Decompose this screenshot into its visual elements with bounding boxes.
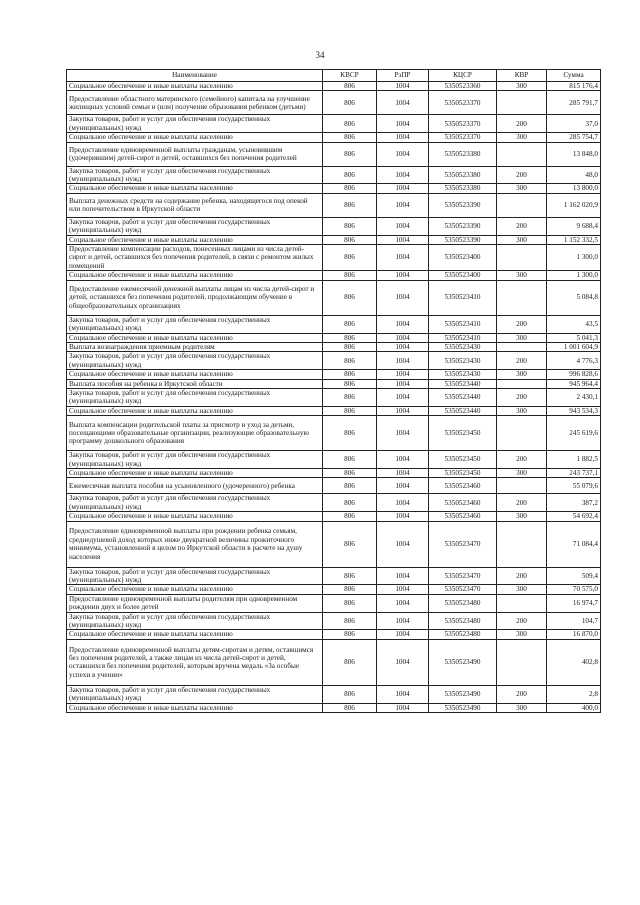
row-name: Социальное обеспечение и иные выплаты населению bbox=[67, 703, 323, 712]
row-kcsr: 5350523450 bbox=[429, 416, 497, 451]
row-sum: 2 430,1 bbox=[547, 388, 601, 406]
row-kcsr: 5350523430 bbox=[429, 342, 497, 351]
row-kvsr: 806 bbox=[323, 612, 377, 630]
row-rzpr: 1004 bbox=[377, 612, 429, 630]
row-name: Социальное обеспечение и иные выплаты населению bbox=[67, 512, 323, 521]
row-sum: 104,7 bbox=[547, 612, 601, 630]
row-sum: 2,8 bbox=[547, 685, 601, 703]
row-name: Социальное обеспечение и иные выплаты населению bbox=[67, 468, 323, 477]
row-name: Предоставление компенсации расходов, понесенных лицами из числа детей-сирот и детей, оставшихся без попечения родителей, в связи с ремонтом жилых помещений bbox=[67, 245, 323, 271]
table-row bbox=[67, 594, 601, 612]
row-kvsr: 806 bbox=[323, 521, 377, 567]
row-name: Социальное обеспечение и иные выплаты населению bbox=[67, 585, 323, 594]
row-name: Социальное обеспечение и иные выплаты населению bbox=[67, 184, 323, 193]
row-sum: 9 688,4 bbox=[547, 217, 601, 235]
table-body bbox=[67, 82, 601, 713]
row-name: Социальное обеспечение и иные выплаты населению bbox=[67, 235, 323, 244]
row-kvr bbox=[497, 280, 547, 315]
table-row bbox=[67, 333, 601, 342]
row-name: Социальное обеспечение и иные выплаты населению bbox=[67, 370, 323, 379]
row-sum: 1 152 332,5 bbox=[547, 235, 601, 244]
table-row bbox=[67, 82, 601, 91]
table-row bbox=[67, 280, 601, 315]
row-kvsr: 806 bbox=[323, 235, 377, 244]
row-kvr: 300 bbox=[497, 82, 547, 91]
row-rzpr: 1004 bbox=[377, 594, 429, 612]
row-kcsr: 5350523440 bbox=[429, 379, 497, 388]
row-kvr: 300 bbox=[497, 585, 547, 594]
row-sum: 815 176,4 bbox=[547, 82, 601, 91]
row-name: Предоставление ежемесячной денежной выплаты лицам из числа детей-сирот и детей, оставшихся без попечения родителей, продолжающим обучение в общеобразовательных организациях bbox=[67, 280, 323, 315]
row-sum: 243 737,1 bbox=[547, 468, 601, 477]
row-rzpr: 1004 bbox=[377, 166, 429, 184]
row-kvr: 200 bbox=[497, 612, 547, 630]
row-sum: 245 619,6 bbox=[547, 416, 601, 451]
row-kcsr: 5350523370 bbox=[429, 115, 497, 133]
row-kvsr: 806 bbox=[323, 91, 377, 115]
row-rzpr: 1004 bbox=[377, 521, 429, 567]
row-name: Выплата денежных средств на содержание ребенка, находящегося под опекой или попечительством в Иркутской области bbox=[67, 193, 323, 217]
table-row bbox=[67, 91, 601, 115]
row-kvsr: 806 bbox=[323, 468, 377, 477]
header-kvsr: КВСР bbox=[323, 70, 377, 82]
row-name: Предоставление единовременной выплаты гражданам, усыновившим (удочерившим) детей-сирот и детей, оставшихся без попечения родителей bbox=[67, 142, 323, 166]
table-row bbox=[67, 468, 601, 477]
row-kvsr: 806 bbox=[323, 685, 377, 703]
row-rzpr: 1004 bbox=[377, 703, 429, 712]
row-rzpr: 1004 bbox=[377, 639, 429, 685]
row-kvr: 300 bbox=[497, 235, 547, 244]
row-rzpr: 1004 bbox=[377, 468, 429, 477]
row-kvr bbox=[497, 639, 547, 685]
row-rzpr: 1004 bbox=[377, 245, 429, 271]
row-kvr: 300 bbox=[497, 703, 547, 712]
row-kvr: 300 bbox=[497, 370, 547, 379]
row-kcsr: 5350523410 bbox=[429, 315, 497, 333]
row-kvsr: 806 bbox=[323, 406, 377, 415]
row-name: Социальное обеспечение и иные выплаты населению bbox=[67, 271, 323, 280]
row-kvsr: 806 bbox=[323, 342, 377, 351]
row-name: Закупка товаров, работ и услуг для обеспечения государственных (муниципальных) нужд bbox=[67, 166, 323, 184]
row-kvr: 200 bbox=[497, 567, 547, 585]
table-row bbox=[67, 115, 601, 133]
table-row bbox=[67, 639, 601, 685]
row-kvr: 300 bbox=[497, 133, 547, 142]
row-rzpr: 1004 bbox=[377, 235, 429, 244]
row-kcsr: 5350523370 bbox=[429, 133, 497, 142]
row-rzpr: 1004 bbox=[377, 82, 429, 91]
row-sum: 5 041,3 bbox=[547, 333, 601, 342]
table-row bbox=[67, 184, 601, 193]
table-row bbox=[67, 193, 601, 217]
row-kcsr: 5350523480 bbox=[429, 630, 497, 639]
row-kcsr: 5350523450 bbox=[429, 468, 497, 477]
row-sum: 1 300,0 bbox=[547, 271, 601, 280]
row-kvr: 300 bbox=[497, 184, 547, 193]
row-kcsr: 5350523460 bbox=[429, 512, 497, 521]
row-kvr bbox=[497, 91, 547, 115]
row-kvsr: 806 bbox=[323, 352, 377, 370]
table-row bbox=[67, 521, 601, 567]
row-kcsr: 5350523390 bbox=[429, 217, 497, 235]
row-sum: 400,0 bbox=[547, 703, 601, 712]
table-row bbox=[67, 166, 601, 184]
row-sum: 13 848,0 bbox=[547, 142, 601, 166]
row-kcsr: 5350523450 bbox=[429, 451, 497, 469]
row-rzpr: 1004 bbox=[377, 142, 429, 166]
row-name: Закупка товаров, работ и услуг для обеспечения государственных (муниципальных) нужд bbox=[67, 352, 323, 370]
table-row bbox=[67, 703, 601, 712]
row-name: Закупка товаров, работ и услуг для обеспечения государственных (муниципальных) нужд bbox=[67, 567, 323, 585]
row-rzpr: 1004 bbox=[377, 406, 429, 415]
table-row bbox=[67, 370, 601, 379]
row-kvr: 200 bbox=[497, 115, 547, 133]
row-sum: 509,4 bbox=[547, 567, 601, 585]
row-rzpr: 1004 bbox=[377, 512, 429, 521]
table-row bbox=[67, 342, 601, 351]
row-name: Закупка товаров, работ и услуг для обеспечения государственных (муниципальных) нужд bbox=[67, 115, 323, 133]
row-kcsr: 5350523380 bbox=[429, 166, 497, 184]
row-kvr bbox=[497, 478, 547, 494]
row-rzpr: 1004 bbox=[377, 630, 429, 639]
row-name: Закупка товаров, работ и услуг для обеспечения государственных (муниципальных) нужд bbox=[67, 315, 323, 333]
row-kvsr: 806 bbox=[323, 585, 377, 594]
budget-table bbox=[66, 69, 601, 713]
row-name: Предоставление единовременной выплаты детям-сиротам и детям, оставшимся без попечения родителей, а также лицам из числа детей-сирот и детей, оставшихся без попечения родителей, которым вручена медаль «За особые успехи в учении» bbox=[67, 639, 323, 685]
row-kvsr: 806 bbox=[323, 639, 377, 685]
row-sum: 5 084,8 bbox=[547, 280, 601, 315]
table-row bbox=[67, 245, 601, 271]
row-sum: 55 079,6 bbox=[547, 478, 601, 494]
row-kcsr: 5350523470 bbox=[429, 567, 497, 585]
table-row bbox=[67, 217, 601, 235]
row-rzpr: 1004 bbox=[377, 315, 429, 333]
row-kcsr: 5350523400 bbox=[429, 271, 497, 280]
row-kvsr: 806 bbox=[323, 166, 377, 184]
row-kvr: 200 bbox=[497, 685, 547, 703]
table-row bbox=[67, 271, 601, 280]
row-rzpr: 1004 bbox=[377, 585, 429, 594]
row-kvsr: 806 bbox=[323, 451, 377, 469]
row-rzpr: 1004 bbox=[377, 184, 429, 193]
table-row bbox=[67, 512, 601, 521]
row-kcsr: 5350523380 bbox=[429, 142, 497, 166]
table-row bbox=[67, 133, 601, 142]
row-sum: 4 776,3 bbox=[547, 352, 601, 370]
table-row bbox=[67, 416, 601, 451]
row-rzpr: 1004 bbox=[377, 333, 429, 342]
row-kcsr: 5350523430 bbox=[429, 370, 497, 379]
row-sum: 943 534,3 bbox=[547, 406, 601, 415]
row-kvsr: 806 bbox=[323, 567, 377, 585]
row-kvsr: 806 bbox=[323, 512, 377, 521]
row-name: Закупка товаров, работ и услуг для обеспечения государственных (муниципальных) нужд bbox=[67, 494, 323, 512]
row-kcsr: 5350523360 bbox=[429, 82, 497, 91]
table-row bbox=[67, 630, 601, 639]
row-sum: 1 300,0 bbox=[547, 245, 601, 271]
table-row bbox=[67, 406, 601, 415]
row-sum: 16 870,0 bbox=[547, 630, 601, 639]
table-row bbox=[67, 352, 601, 370]
row-kvsr: 806 bbox=[323, 388, 377, 406]
row-rzpr: 1004 bbox=[377, 494, 429, 512]
row-rzpr: 1004 bbox=[377, 567, 429, 585]
row-kvsr: 806 bbox=[323, 271, 377, 280]
row-name: Закупка товаров, работ и услуг для обеспечения государственных (муниципальных) нужд bbox=[67, 685, 323, 703]
row-kcsr: 5350523440 bbox=[429, 388, 497, 406]
row-kvsr: 806 bbox=[323, 280, 377, 315]
row-rzpr: 1004 bbox=[377, 416, 429, 451]
table-row bbox=[67, 567, 601, 585]
row-kcsr: 5350523460 bbox=[429, 478, 497, 494]
row-name: Предоставление единовременной выплаты родителям при одновременном рождении двух и более детей bbox=[67, 594, 323, 612]
row-name: Выплата компенсации родительской платы за присмотр и уход за детьми, посещающими образовательные организации, реализующие образовательную программу дошкольного образования bbox=[67, 416, 323, 451]
row-kvr bbox=[497, 521, 547, 567]
table-row bbox=[67, 612, 601, 630]
row-sum: 16 974,7 bbox=[547, 594, 601, 612]
row-name: Социальное обеспечение и иные выплаты населению bbox=[67, 82, 323, 91]
row-sum: 54 692,4 bbox=[547, 512, 601, 521]
row-rzpr: 1004 bbox=[377, 271, 429, 280]
table-row bbox=[67, 235, 601, 244]
table-row bbox=[67, 142, 601, 166]
row-sum: 945 964,4 bbox=[547, 379, 601, 388]
row-sum: 43,5 bbox=[547, 315, 601, 333]
row-rzpr: 1004 bbox=[377, 370, 429, 379]
row-sum: 285 791,7 bbox=[547, 91, 601, 115]
row-kcsr: 5350523480 bbox=[429, 594, 497, 612]
row-name: Ежемесячная выплата пособия на усыновленного (удочеренного) ребенка bbox=[67, 478, 323, 494]
row-rzpr: 1004 bbox=[377, 342, 429, 351]
row-kvsr: 806 bbox=[323, 115, 377, 133]
row-sum: 402,8 bbox=[547, 639, 601, 685]
row-kvr: 300 bbox=[497, 406, 547, 415]
row-name: Предоставление единовременной выплаты при рождении ребенка семьям, среднедушевой доход которых ниже двукратной величины прожиточного минимума, установленной в целом по Иркутской области в расчете на душу населения bbox=[67, 521, 323, 567]
row-kcsr: 5350523470 bbox=[429, 521, 497, 567]
row-kcsr: 5350523460 bbox=[429, 494, 497, 512]
row-kvr: 200 bbox=[497, 494, 547, 512]
row-kvr: 200 bbox=[497, 388, 547, 406]
row-kcsr: 5350523370 bbox=[429, 91, 497, 115]
row-kcsr: 5350523380 bbox=[429, 184, 497, 193]
row-kvsr: 806 bbox=[323, 333, 377, 342]
row-kvr: 200 bbox=[497, 451, 547, 469]
row-kvr: 200 bbox=[497, 217, 547, 235]
row-sum: 70 575,0 bbox=[547, 585, 601, 594]
row-kvr bbox=[497, 416, 547, 451]
row-kcsr: 5350523440 bbox=[429, 406, 497, 415]
table-row bbox=[67, 478, 601, 494]
row-kvr: 300 bbox=[497, 271, 547, 280]
row-kvsr: 806 bbox=[323, 478, 377, 494]
row-sum: 1 882,5 bbox=[547, 451, 601, 469]
row-name: Закупка товаров, работ и услуг для обеспечения государственных (муниципальных) нужд bbox=[67, 388, 323, 406]
row-kvr bbox=[497, 379, 547, 388]
header-kvr: КВР bbox=[497, 70, 547, 82]
page-number: 34 bbox=[315, 50, 325, 60]
row-kcsr: 5350523390 bbox=[429, 193, 497, 217]
row-kvsr: 806 bbox=[323, 82, 377, 91]
row-rzpr: 1004 bbox=[377, 115, 429, 133]
row-kvsr: 806 bbox=[323, 184, 377, 193]
row-kcsr: 5350523490 bbox=[429, 685, 497, 703]
row-sum: 48,0 bbox=[547, 166, 601, 184]
row-sum: 71 084,4 bbox=[547, 521, 601, 567]
row-kcsr: 5350523480 bbox=[429, 612, 497, 630]
row-kvr bbox=[497, 245, 547, 271]
row-name: Социальное обеспечение и иные выплаты населению bbox=[67, 406, 323, 415]
row-name: Социальное обеспечение и иные выплаты населению bbox=[67, 630, 323, 639]
row-kvr: 200 bbox=[497, 352, 547, 370]
table-row bbox=[67, 379, 601, 388]
table-header-row bbox=[67, 70, 601, 82]
row-sum: 1 162 020,9 bbox=[547, 193, 601, 217]
row-kcsr: 5350523390 bbox=[429, 235, 497, 244]
row-sum: 387,2 bbox=[547, 494, 601, 512]
row-name: Предоставление областного материнского (семейного) капитала на улучшение жилищных условий семьи и (или) получение образования ребенком (детьми) bbox=[67, 91, 323, 115]
row-kvr: 200 bbox=[497, 315, 547, 333]
row-kvsr: 806 bbox=[323, 142, 377, 166]
row-rzpr: 1004 bbox=[377, 280, 429, 315]
row-kvr bbox=[497, 342, 547, 351]
row-kvsr: 806 bbox=[323, 703, 377, 712]
row-sum: 13 800,0 bbox=[547, 184, 601, 193]
row-kcsr: 5350523490 bbox=[429, 703, 497, 712]
header-kcsr: КЦСР bbox=[429, 70, 497, 82]
row-kcsr: 5350523470 bbox=[429, 585, 497, 594]
row-rzpr: 1004 bbox=[377, 133, 429, 142]
row-kvsr: 806 bbox=[323, 416, 377, 451]
row-kvr bbox=[497, 193, 547, 217]
row-kcsr: 5350523410 bbox=[429, 280, 497, 315]
table-row bbox=[67, 494, 601, 512]
row-kvr: 300 bbox=[497, 512, 547, 521]
row-kvr: 200 bbox=[497, 166, 547, 184]
header-rzpr: РзПР bbox=[377, 70, 429, 82]
row-kvsr: 806 bbox=[323, 594, 377, 612]
row-name: Социальное обеспечение и иные выплаты населению bbox=[67, 133, 323, 142]
row-rzpr: 1004 bbox=[377, 388, 429, 406]
table-row bbox=[67, 585, 601, 594]
row-kvsr: 806 bbox=[323, 630, 377, 639]
row-sum: 1 001 604,9 bbox=[547, 342, 601, 351]
row-name: Выплата пособия на ребенка в Иркутской области bbox=[67, 379, 323, 388]
row-kcsr: 5350523410 bbox=[429, 333, 497, 342]
table-row bbox=[67, 451, 601, 469]
row-rzpr: 1004 bbox=[377, 352, 429, 370]
row-name: Закупка товаров, работ и услуг для обеспечения государственных (муниципальных) нужд bbox=[67, 612, 323, 630]
row-rzpr: 1004 bbox=[377, 379, 429, 388]
row-name: Социальное обеспечение и иные выплаты населению bbox=[67, 333, 323, 342]
row-sum: 996 828,6 bbox=[547, 370, 601, 379]
row-sum: 37,0 bbox=[547, 115, 601, 133]
row-kvr: 300 bbox=[497, 468, 547, 477]
row-kvsr: 806 bbox=[323, 315, 377, 333]
row-rzpr: 1004 bbox=[377, 193, 429, 217]
row-kvsr: 806 bbox=[323, 370, 377, 379]
row-kvsr: 806 bbox=[323, 217, 377, 235]
row-kvsr: 806 bbox=[323, 193, 377, 217]
row-rzpr: 1004 bbox=[377, 451, 429, 469]
row-kcsr: 5350523490 bbox=[429, 639, 497, 685]
row-kvsr: 806 bbox=[323, 133, 377, 142]
row-sum: 285 754,7 bbox=[547, 133, 601, 142]
row-kvr bbox=[497, 142, 547, 166]
table-row bbox=[67, 388, 601, 406]
row-rzpr: 1004 bbox=[377, 91, 429, 115]
row-kcsr: 5350523400 bbox=[429, 245, 497, 271]
row-rzpr: 1004 bbox=[377, 217, 429, 235]
table-row bbox=[67, 315, 601, 333]
row-kcsr: 5350523430 bbox=[429, 352, 497, 370]
row-name: Закупка товаров, работ и услуг для обеспечения государственных (муниципальных) нужд bbox=[67, 217, 323, 235]
row-rzpr: 1004 bbox=[377, 685, 429, 703]
row-kvr bbox=[497, 594, 547, 612]
row-kvsr: 806 bbox=[323, 379, 377, 388]
table-row bbox=[67, 685, 601, 703]
row-kvr: 300 bbox=[497, 333, 547, 342]
row-rzpr: 1004 bbox=[377, 478, 429, 494]
header-sum: Сумма bbox=[547, 70, 601, 82]
row-kvsr: 806 bbox=[323, 494, 377, 512]
row-name: Выплата вознаграждения приемным родителям bbox=[67, 342, 323, 351]
row-kvsr: 806 bbox=[323, 245, 377, 271]
row-kvr: 300 bbox=[497, 630, 547, 639]
row-name: Закупка товаров, работ и услуг для обеспечения государственных (муниципальных) нужд bbox=[67, 451, 323, 469]
header-name: Наименование bbox=[67, 70, 323, 82]
